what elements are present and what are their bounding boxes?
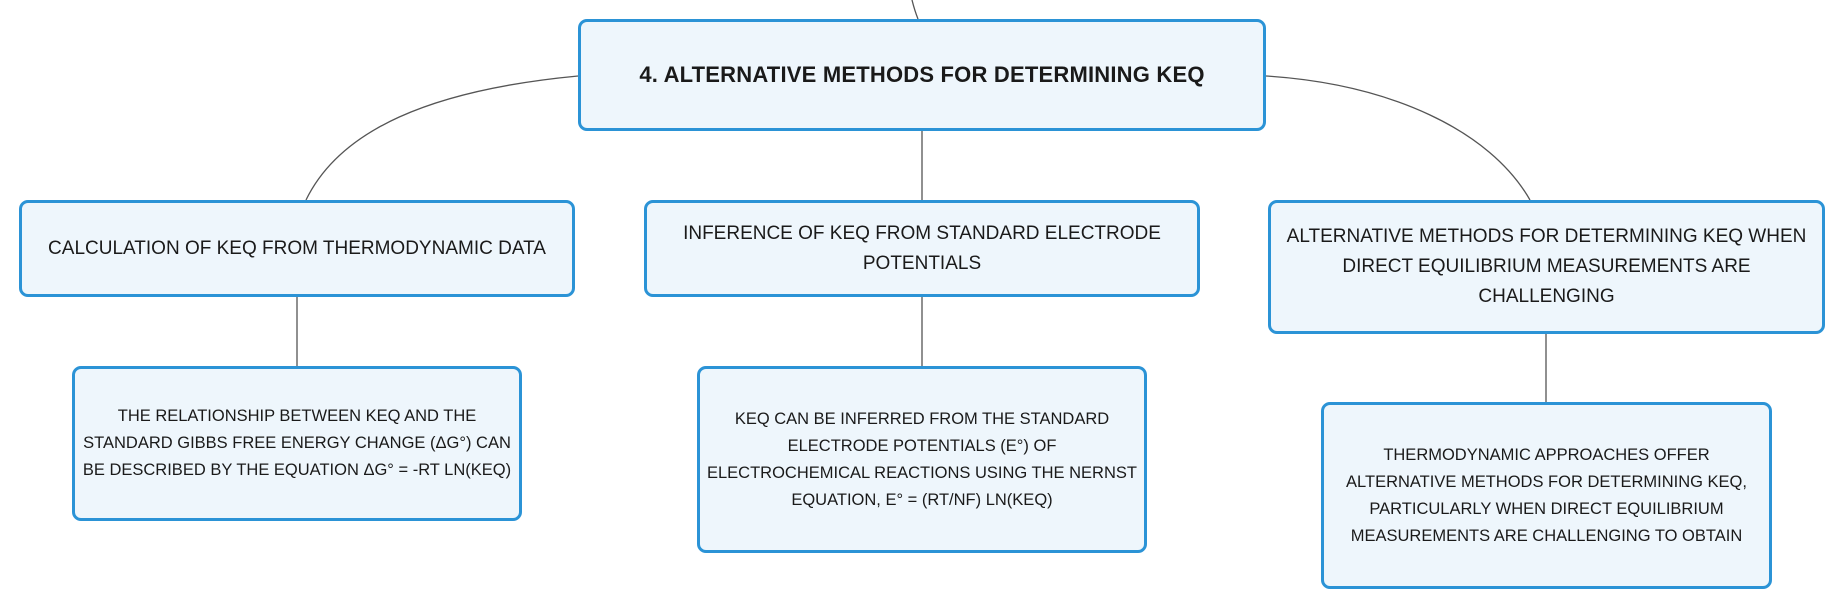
connector-parent-to-root: [912, 0, 918, 19]
branch-label-thermodynamic-data: CALCULATION OF KEQ FROM THERMODYNAMIC DATA: [48, 237, 546, 259]
connector-root-to-branch-1: [306, 76, 578, 200]
branch-label-alternative-methods: ALTERNATIVE METHODS FOR DETERMINING KEQ WHEN DIRECT EQUILIBRIUM MEASUREMENTS ARE CHALLENGING: [1286, 226, 1807, 307]
connector-root-to-branch-3: [1266, 76, 1530, 200]
child-label-nernst-equation: KEQ CAN BE INFERRED FROM THE STANDARD ELECTRODE POTENTIALS (E°) OF ELECTROCHEMICAL REACTIONS USING THE NERNST EQUATION, E° = (RT/NF) LN(KEQ): [707, 409, 1137, 509]
child-node-thermodynamic-approaches[interactable]: [1321, 402, 1772, 589]
child-node-gibbs-relationship[interactable]: [72, 366, 522, 521]
branch-node-alternative-methods[interactable]: [1268, 200, 1825, 334]
child-label-gibbs-relationship: THE RELATIONSHIP BETWEEN KEQ AND THE STANDARD GIBBS FREE ENERGY CHANGE (ΔG°) CAN BE DESCRIBED BY THE EQUATION ΔG° = -RT LN(KEQ): [82, 407, 512, 479]
branch-label-electrode-potentials: INFERENCE OF KEQ FROM STANDARD ELECTRODE POTENTIALS: [683, 222, 1161, 274]
child-label-thermodynamic-approaches: THERMODYNAMIC APPROACHES OFFER ALTERNATIVE METHODS FOR DETERMINING KEQ, PARTICULARLY WHEN DIRECT EQUILIBRIUM MEASUREMENTS ARE CHALLENGING TO OBTAIN: [1346, 445, 1747, 545]
root-topic-node[interactable]: [578, 19, 1266, 131]
branch-node-thermodynamic-data[interactable]: [19, 200, 575, 297]
root-topic-label: 4. ALTERNATIVE METHODS FOR DETERMINING KEQ: [639, 62, 1205, 87]
child-node-nernst-equation[interactable]: [697, 366, 1147, 553]
branch-node-electrode-potentials[interactable]: [644, 200, 1200, 297]
